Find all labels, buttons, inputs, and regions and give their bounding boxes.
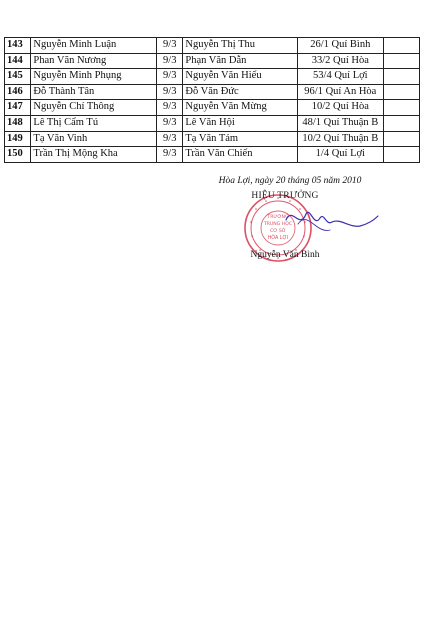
svg-text:HÒA LỢI: HÒA LỢI [267,236,289,241]
table-row [5,53,420,69]
roster-body [5,38,420,163]
student-name: Lê Thị Cẩm Tú [31,115,157,131]
table-row [5,69,420,85]
parent-name: Nguyễn Văn Mừng [183,100,297,116]
address-cell: 10/2 Quí Hòa [297,100,383,116]
row-number: 145 [5,69,31,85]
class-cell: 9/3 [157,53,183,69]
class-cell: 9/3 [157,100,183,116]
parent-name: Nguyễn Văn Hiếu [183,69,297,85]
student-name: Trần Thị Mộng Kha [31,147,157,163]
empty-cell [384,115,420,131]
class-cell: 9/3 [157,147,183,163]
row-number: 146 [5,84,31,100]
row-number: 147 [5,100,31,116]
student-roster-table [4,37,420,163]
empty-cell [384,100,420,116]
table-row [5,131,420,147]
parent-name: Phạn Văn Dẫn [183,53,297,69]
address-cell: 26/1 Quí Bình [297,38,383,54]
address-cell: 33/2 Quí Hòa [297,53,383,69]
table-row [5,115,420,131]
row-number: 143 [5,38,31,54]
principal-title: HIỆU TRƯỞNG [251,191,319,201]
svg-text:CƠ SỞ: CƠ SỞ [270,229,286,234]
place-date-line: Hòa Lợi, ngày 20 tháng 05 năm 2010 [218,176,362,186]
row-number: 149 [5,131,31,147]
handwritten-signature [280,200,380,240]
row-number: 150 [5,147,31,163]
student-name: Nguyễn Minh Luận [31,38,157,54]
empty-cell [384,38,420,54]
row-number: 144 [5,53,31,69]
empty-cell [384,53,420,69]
student-name: Phan Văn Nương [31,53,157,69]
class-cell: 9/3 [157,84,183,100]
signature-block [190,176,390,296]
student-name: Đỗ Thành Tân [31,84,157,100]
student-name: Nguyễn Chí Thông [31,100,157,116]
row-number: 148 [5,115,31,131]
class-cell: 9/3 [157,69,183,85]
table-row [5,84,420,100]
empty-cell [384,131,420,147]
parent-name: Trần Văn Chiến [183,147,297,163]
table-row [5,38,420,54]
address-cell: 1/4 Quí Lợi [297,147,383,163]
parent-name: Tạ Văn Tám [183,131,297,147]
svg-text:TRƯỜNG: TRƯỜNG [267,215,289,220]
parent-name: Lê Văn Hội [183,115,297,131]
parent-name: Đỗ Văn Đức [183,84,297,100]
table-row [5,100,420,116]
empty-cell [384,69,420,85]
address-cell: 53/4 Quí Lợi [297,69,383,85]
empty-cell [384,147,420,163]
address-cell: 10/2 Quí Thuận B [297,131,383,147]
svg-text:TRUNG HỌC: TRUNG HỌC [263,222,293,227]
table-row [5,147,420,163]
parent-name: Nguyễn Thị Thu [183,38,297,54]
class-cell: 9/3 [157,131,183,147]
empty-cell [384,84,420,100]
student-name: Nguyễn Minh Phụng [31,69,157,85]
class-cell: 9/3 [157,38,183,54]
address-cell: 96/1 Quí An Hòa [297,84,383,100]
signer-name: Nguyễn Văn Bình [250,250,320,260]
student-name: Tạ Văn Vinh [31,131,157,147]
address-cell: 48/1 Quí Thuận B [297,115,383,131]
class-cell: 9/3 [157,115,183,131]
